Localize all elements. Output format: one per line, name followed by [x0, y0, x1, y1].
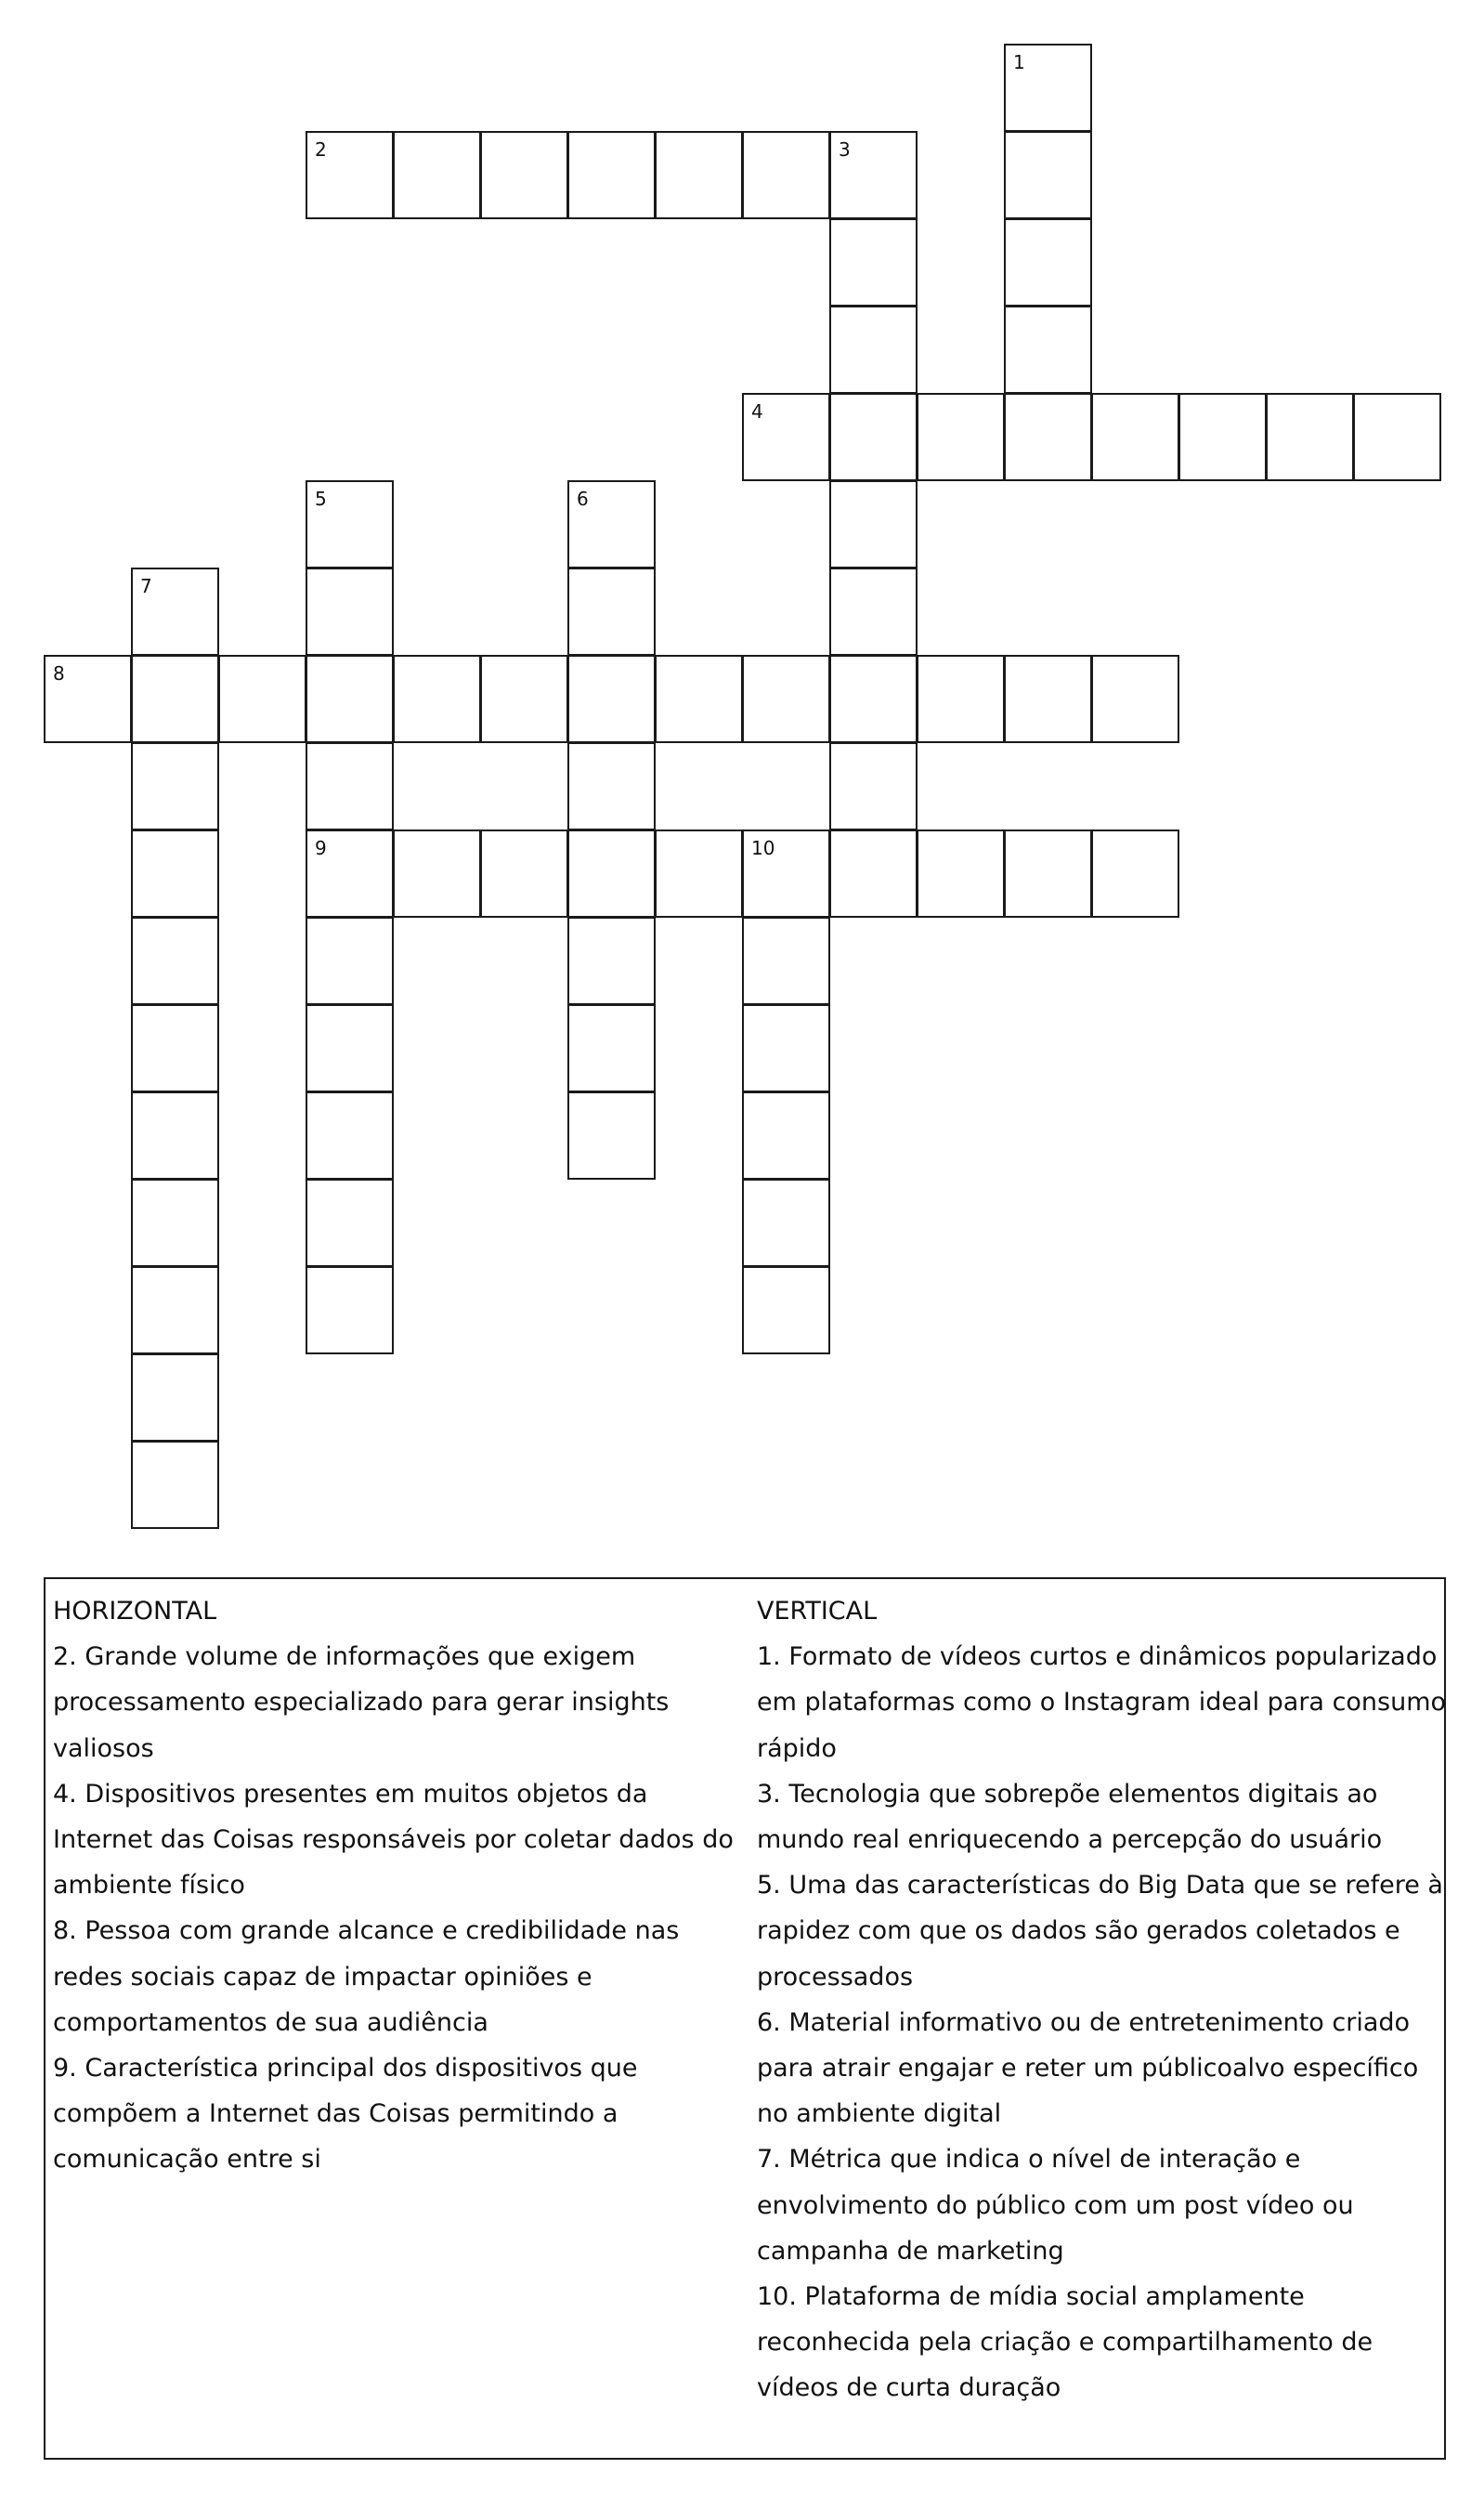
clue-line: campanha de marketing	[757, 2236, 1064, 2266]
grid-cell[interactable]	[567, 655, 656, 743]
vertical-clues	[757, 1588, 1447, 2411]
clue-line: 10. Plataforma de mídia social amplamente	[757, 2282, 1305, 2312]
grid-cell[interactable]	[306, 742, 394, 830]
clue-line: comunicação entre si	[53, 2145, 321, 2175]
grid-cell[interactable]	[742, 1179, 830, 1267]
grid-cell[interactable]	[131, 1179, 219, 1267]
grid-cell[interactable]	[131, 655, 219, 743]
grid-cell[interactable]	[306, 655, 394, 743]
grid-cell[interactable]	[480, 655, 568, 743]
clue-line: 1. Formato de vídeos curtos e dinâmicos popularizado	[757, 1642, 1438, 1672]
clue-line: 5. Uma das características do Big Data que se refere à	[757, 1871, 1443, 1901]
vertical-heading: VERTICAL	[757, 1597, 878, 1626]
grid-cell[interactable]	[393, 131, 481, 219]
clue-line: 6. Material informativo ou de entretenimento criado	[757, 2007, 1411, 2037]
clue-line: ambiente físico	[53, 1871, 245, 1901]
clue-number: 9	[315, 837, 327, 859]
grid-cell[interactable]	[131, 1441, 219, 1529]
grid-cell[interactable]	[567, 829, 656, 918]
grid-cell[interactable]	[1004, 218, 1092, 307]
grid-cell[interactable]	[1178, 393, 1267, 481]
grid-cell[interactable]	[829, 218, 918, 307]
clue-line: Internet das Coisas responsáveis por coletar dados do	[53, 1825, 734, 1855]
clue-line: para atrair engajar e reter um públicoalvo específico	[757, 2054, 1419, 2084]
grid-cell[interactable]	[829, 131, 918, 219]
clue-line: processamento especializado para gerar insights	[53, 1688, 670, 1718]
grid-cell[interactable]	[1091, 655, 1179, 743]
grid-cell[interactable]	[131, 917, 219, 1005]
grid-cell[interactable]	[306, 568, 394, 656]
clue-line: 8. Pessoa com grande alcance e credibilidade nas	[53, 1916, 680, 1946]
clue-number: 2	[315, 138, 327, 161]
clue-line: rapidez com que os dados são gerados coletados e	[757, 1916, 1400, 1946]
grid-cell[interactable]	[742, 655, 830, 743]
grid-cell[interactable]	[131, 1091, 219, 1180]
clue-line: envolvimento do público com um post vídeo ou	[757, 2190, 1354, 2220]
clues-box	[44, 1577, 1446, 2460]
grid-cell[interactable]	[131, 1266, 219, 1354]
clue-number: 4	[751, 400, 763, 423]
grid-cell[interactable]	[1004, 131, 1092, 219]
clue-number: 6	[577, 488, 589, 510]
grid-cell[interactable]	[742, 1004, 830, 1092]
grid-cell[interactable]	[131, 742, 219, 830]
clue-line: reconhecida pela criação e compartilhamento de	[757, 2328, 1373, 2358]
grid-cell[interactable]	[1004, 393, 1092, 481]
grid-cell[interactable]	[829, 393, 918, 481]
grid-cell[interactable]	[1004, 655, 1092, 743]
clue-number: 10	[751, 837, 775, 859]
grid-cell[interactable]	[480, 829, 568, 918]
grid-cell[interactable]	[655, 131, 743, 219]
grid-cell[interactable]	[131, 829, 219, 918]
grid-cell[interactable]	[742, 1091, 830, 1180]
grid-cell[interactable]	[1353, 393, 1441, 481]
grid-cell[interactable]	[306, 480, 394, 568]
grid-cell[interactable]	[306, 917, 394, 1005]
grid-cell[interactable]	[567, 131, 656, 219]
grid-cell[interactable]	[829, 742, 918, 830]
grid-cell[interactable]	[306, 1004, 394, 1092]
grid-cell[interactable]	[917, 393, 1005, 481]
grid-cell[interactable]	[742, 829, 830, 918]
grid-cell[interactable]	[917, 829, 1005, 918]
clue-line: 2. Grande volume de informações que exigem	[53, 1642, 636, 1672]
clue-number: 5	[315, 488, 327, 510]
clue-line: processados	[757, 1962, 914, 1992]
grid-cell[interactable]	[131, 1353, 219, 1442]
grid-cell[interactable]	[306, 131, 394, 219]
horizontal-clues	[53, 1588, 749, 2183]
grid-cell[interactable]	[1091, 829, 1179, 918]
grid-cell[interactable]	[567, 917, 656, 1005]
grid-cell[interactable]	[1266, 393, 1354, 481]
grid-cell[interactable]	[393, 655, 481, 743]
clue-line: comportamentos de sua audiência	[53, 2007, 488, 2037]
clue-number: 7	[140, 575, 152, 597]
grid-cell[interactable]	[567, 568, 656, 656]
grid-cell[interactable]	[44, 655, 132, 743]
horizontal-heading: HORIZONTAL	[53, 1597, 217, 1626]
grid-cell[interactable]	[567, 1091, 656, 1180]
clue-line: em plataformas como o Instagram ideal para consumo	[757, 1688, 1447, 1718]
clue-line: redes sociais capaz de impactar opiniões e	[53, 1962, 592, 1992]
grid-cell[interactable]	[567, 480, 656, 568]
grid-cell[interactable]	[917, 655, 1005, 743]
clue-line: compõem a Internet das Coisas permitindo a	[53, 2099, 618, 2129]
grid-cell[interactable]	[131, 1004, 219, 1092]
clue-line: 4. Dispositivos presentes em muitos objetos da	[53, 1779, 648, 1809]
grid-cell[interactable]	[306, 1091, 394, 1180]
clue-line: rápido	[757, 1733, 837, 1763]
grid-cell[interactable]	[829, 306, 918, 394]
clue-line: valiosos	[53, 1733, 154, 1763]
grid-cell[interactable]	[829, 568, 918, 656]
grid-cell[interactable]	[393, 829, 481, 918]
grid-cell[interactable]	[567, 1004, 656, 1092]
grid-cell[interactable]	[306, 1266, 394, 1354]
grid-cell[interactable]	[742, 917, 830, 1005]
grid-cell[interactable]	[742, 1266, 830, 1354]
grid-cell[interactable]	[1004, 829, 1092, 918]
clue-line: 9. Característica principal dos dispositivos que	[53, 2054, 638, 2084]
grid-cell[interactable]	[742, 131, 830, 219]
clue-number: 1	[1013, 51, 1025, 73]
grid-cell[interactable]	[742, 393, 830, 481]
clue-number: 3	[839, 138, 851, 161]
clue-line: vídeos de curta duração	[757, 2373, 1061, 2403]
grid-cell[interactable]	[1004, 44, 1092, 132]
grid-cell[interactable]	[655, 829, 743, 918]
grid-cell[interactable]	[1091, 393, 1179, 481]
grid-cell[interactable]	[306, 1179, 394, 1267]
grid-cell[interactable]	[306, 829, 394, 918]
grid-cell[interactable]	[480, 131, 568, 219]
grid-cell[interactable]	[567, 742, 656, 830]
grid-cell[interactable]	[829, 655, 918, 743]
clue-line: no ambiente digital	[757, 2099, 1002, 2129]
clue-line: 7. Métrica que indica o nível de interação e	[757, 2145, 1301, 2175]
clue-line: 3. Tecnologia que sobrepõe elementos digitais ao	[757, 1779, 1378, 1809]
grid-cell[interactable]	[131, 568, 219, 656]
clue-number: 8	[53, 662, 65, 685]
clue-line: mundo real enriquecendo a percepção do usuário	[757, 1825, 1383, 1855]
grid-cell[interactable]	[1004, 306, 1092, 394]
grid-cell[interactable]	[218, 655, 306, 743]
grid-cell[interactable]	[829, 480, 918, 568]
grid-cell[interactable]	[655, 655, 743, 743]
grid-cell[interactable]	[829, 829, 918, 918]
